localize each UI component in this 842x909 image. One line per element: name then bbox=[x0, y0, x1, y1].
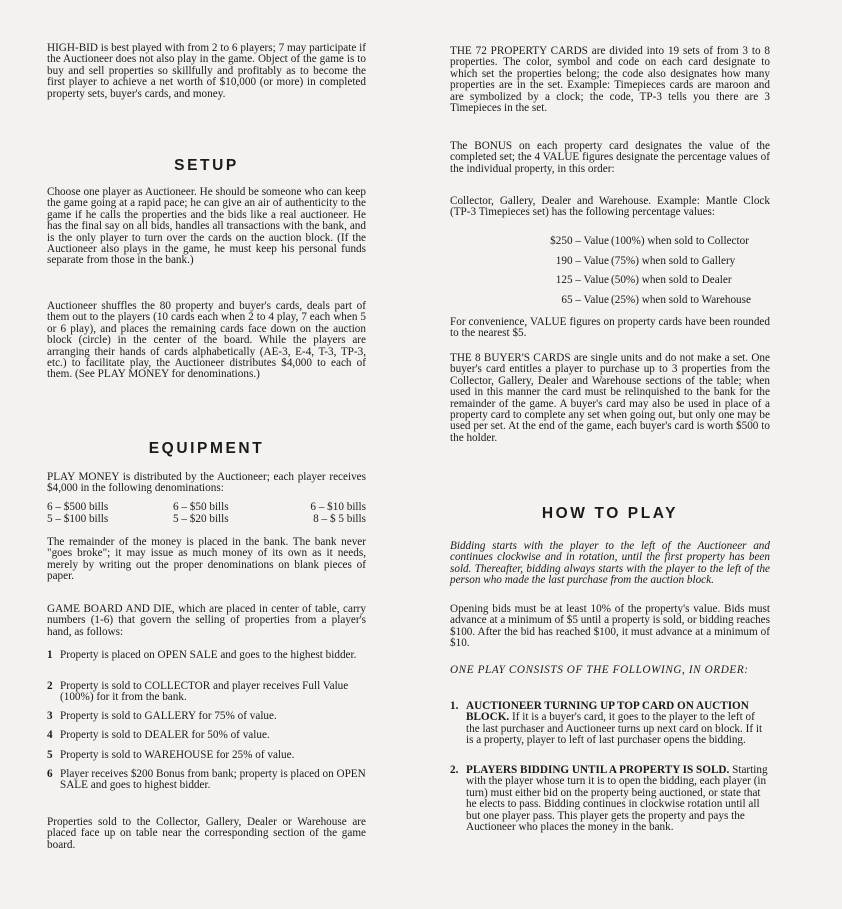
setup-paragraph-2: Auctioneer shuffles the 80 property and buyer's cards, deals part of them out to the players (10 cards each when 2 to 4 play, 7 each when 5 or 6 play), and places the remaining cards face down on the auction block (circle) in the center of the board. While the players are arranging their hands of cards alphabetically (AE-3, E-4, T-3, TP-3, etc.) to facilitate play, the Auctioneer distributes $4,000 to each of them. (See PLAY MONEY for denominations.) bbox=[47, 300, 366, 381]
convenience-paragraph: For convenience, VALUE figures on property cards have been rounded to the nearest $5. bbox=[450, 316, 770, 340]
denomination: 6 – $50 bills bbox=[173, 501, 229, 513]
list-item: 1 Property is placed on OPEN SALE and goes to the highest bidder. bbox=[47, 649, 357, 661]
bonus-paragraph: The BONUS on each property card designates the value of the completed set; the 4 VALUE figures designate the percentage values of the individual property, in this order: bbox=[450, 140, 770, 175]
list-item: 2. PLAYERS BIDDING UNTIL A PROPERTY IS SOLD. Starting with the player whose turn it is to open the bidding, each player (in turn) must either bid on the property being auctioned, or state that he elects to pass. Bidding continues in clockwise rotation until all but one player pass. This player gets the property and pays the Auctioneer who places the money in the bank. bbox=[450, 764, 768, 834]
intro-paragraph: HIGH-BID is best played with from 2 to 6 players; 7 may participate if the Auctioneer does not also play in the game. Object of the game is to buy and sell properties so skillfully and profitably as to become the first player to achieve a net worth of $10,000 (or more) in completed property sets, buyer's cards, and money. bbox=[47, 42, 366, 100]
value-row: 65 – Value (25%) when sold to Warehouse bbox=[561, 294, 751, 306]
denomination: 6 – $10 bills bbox=[310, 501, 366, 513]
denominations-table bbox=[47, 502, 366, 526]
play-money-paragraph: PLAY MONEY is distributed by the Auctioneer; each player receives $4,000 in the following denominations: bbox=[47, 471, 366, 495]
list-item: 4 Property is sold to DEALER for 50% of value. bbox=[47, 729, 270, 741]
bidding-paragraph: Bidding starts with the player to the left of the Auctioneer and continues clockwise and in rotation, until the first property has been sold. Thereafter, bidding always starts with the player to the left of the person who made the last purchase from the auction block. bbox=[450, 540, 770, 587]
setup-paragraph-1: Choose one player as Auctioneer. He should be someone who can keep the game going at a rapid pace; he can give an air of authenticity to the game if he calls the properties and the bids like a real auctioneer. He has the final say on all bids, handles all transactions with the bank, and is the only player to turn over the cards on the auction block. (If the Auctioneer also plays in the game, he must keep his personal funds separate from those in the bank.) bbox=[47, 186, 366, 267]
list-item: 3 Property is sold to GALLERY for 75% of value. bbox=[47, 710, 277, 722]
setup-heading: SETUP bbox=[174, 157, 239, 174]
property-cards-paragraph: THE 72 PROPERTY CARDS are divided into 19 sets of from 3 to 8 properties. The color, symbol and code on each card designate to which set the properties belong; the code also designates how many properties are in the set. Example: Timepieces cards are maroon and are symbolized by a clock; the code, TP-3 tells you there are 3 Timepieces in the set. bbox=[450, 45, 770, 115]
game-board-paragraph: GAME BOARD AND DIE, which are placed in center of table, carry numbers (1-6) that govern the selling of properties from a player's hand, as follows: bbox=[47, 603, 366, 638]
buyers-cards-paragraph: THE 8 BUYER'S CARDS are single units and do not make a set. One buyer's card entitles a player to purchase up to 3 properties from the Collector, Gallery, Dealer and Warehouse sections of the table; when used in this manner the card must be relinquished to the bank for the remainder of the game. A buyer's card may also be used in place of a property card to complete any set when going out, but only one may be used per set. At the end of the game, each buyer's card is worth $500 to the holder. bbox=[450, 352, 770, 444]
remainder-paragraph: The remainder of the money is placed in the bank. The bank never "goes broke"; it may issue as much money of its own as it needs, merely by writing out the proper denominations on blank pieces of paper. bbox=[47, 536, 366, 583]
list-item: 2 Property is sold to COLLECTOR and player receives Full Value (100%) for it from the bank. bbox=[47, 680, 349, 704]
denomination: 8 – $ 5 bills bbox=[313, 513, 366, 526]
equipment-heading: EQUIPMENT bbox=[148, 440, 265, 457]
denomination: 5 – $100 bills bbox=[47, 513, 109, 526]
denomination: 6 – $500 bills bbox=[47, 501, 109, 513]
list-item: 5 Property is sold to WAREHOUSE for 25% of value. bbox=[47, 749, 295, 761]
one-play-heading: ONE PLAY CONSISTS OF THE FOLLOWING, IN ORDER: bbox=[450, 664, 749, 676]
value-row: 125 – Value (50%) when sold to Dealer bbox=[555, 274, 732, 286]
denomination: 5 – $20 bills bbox=[173, 513, 229, 526]
list-item: 1. AUCTIONEER TURNING UP TOP CARD ON AUCTION BLOCK. If it is a buyer's card, it goes to the player to the left of the last purchaser and Auctioneer turns up next card on block. If it is a property, player to left of last purchaser opens the bidding. bbox=[450, 700, 763, 747]
example-paragraph: Collector, Gallery, Dealer and Warehouse. Example: Mantle Clock (TP-3 Timepieces set) has the following percentage values: bbox=[450, 195, 770, 219]
list-item: 6 Player receives $200 Bonus from bank; property is placed on OPEN SALE and goes to highest bidder. bbox=[47, 768, 366, 792]
opening-bids-paragraph: Opening bids must be at least 10% of the property's value. Bids must advance at a minimum of $5 until a property is sold, or bidding reaches $100. After the bid has reached $100, it must advance at a minimum of $10. bbox=[450, 603, 770, 650]
how-to-play-heading: HOW TO PLAY bbox=[541, 505, 679, 522]
closing-paragraph: Properties sold to the Collector, Gallery, Dealer or Warehouse are placed face up on table near the corresponding section of the game board. bbox=[47, 816, 366, 851]
value-row: 190 – Value (75%) when sold to Gallery bbox=[555, 255, 736, 267]
value-row: $250 – Value (100%) when sold to Collector bbox=[550, 235, 749, 247]
